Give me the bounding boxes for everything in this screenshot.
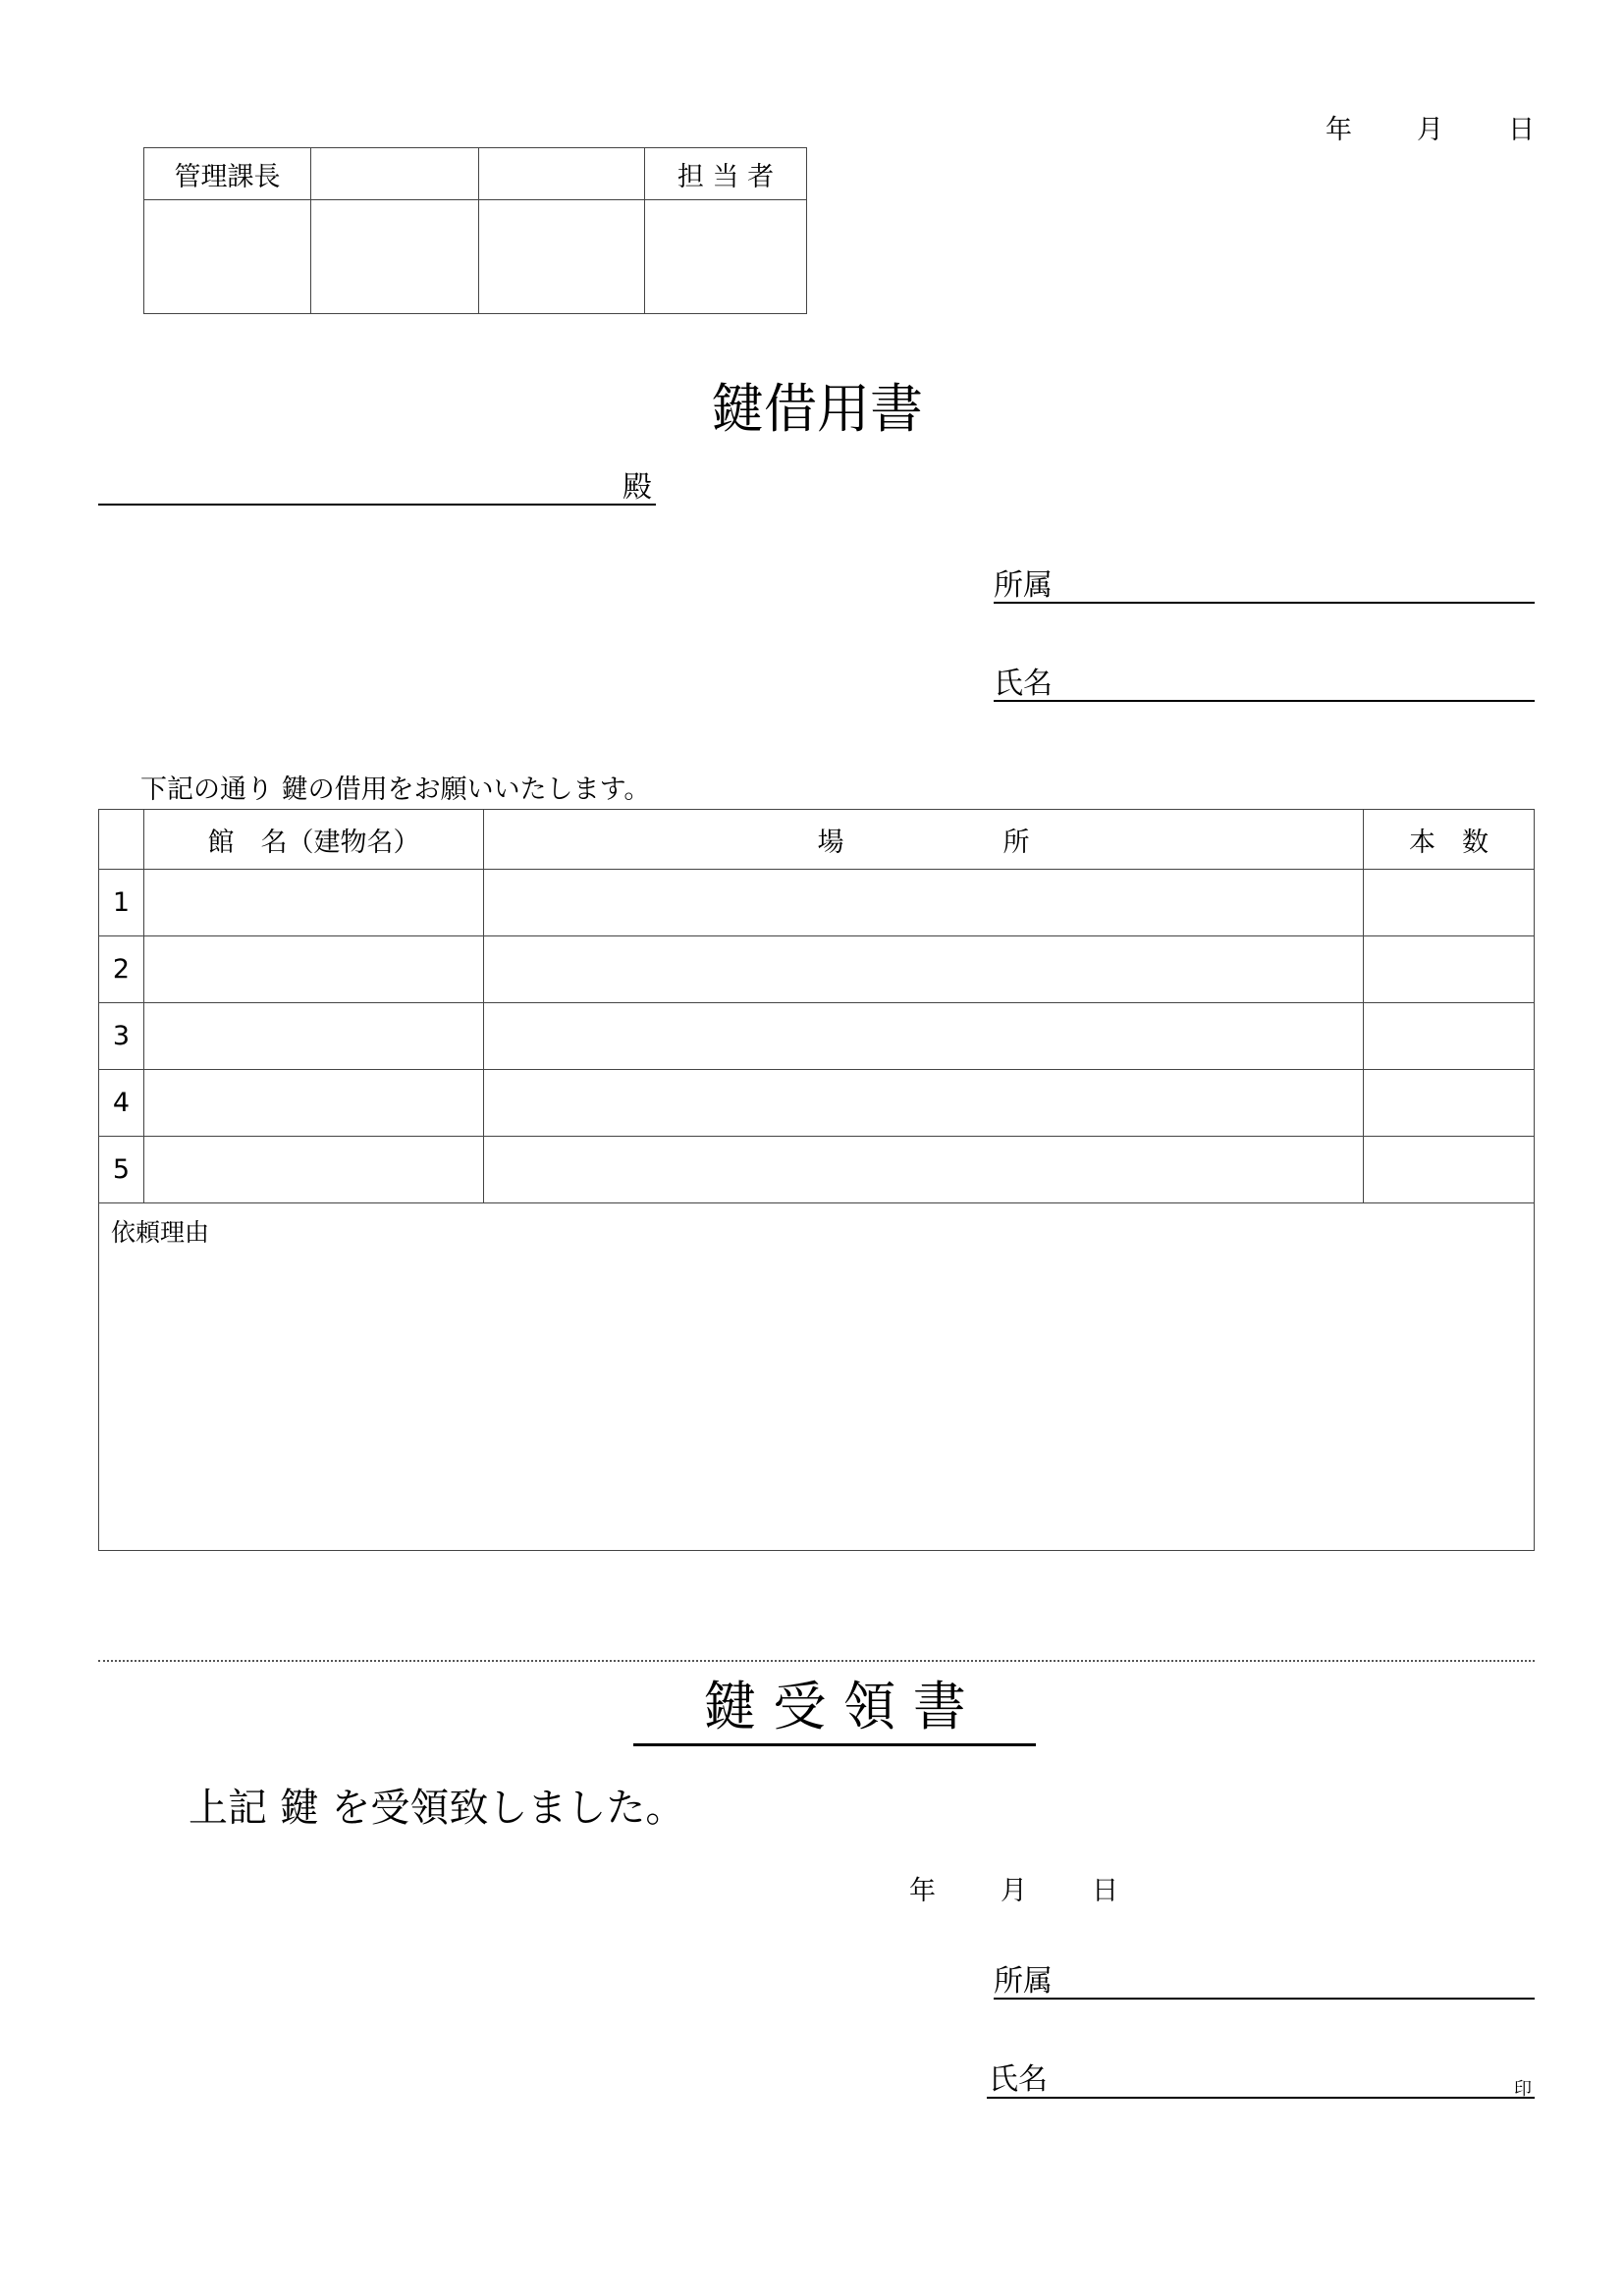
location-cell[interactable] — [484, 1137, 1364, 1203]
year-label: 年 — [1326, 115, 1352, 145]
affiliation-line[interactable] — [994, 602, 1535, 604]
receipt-affiliation-line[interactable] — [994, 1998, 1535, 2000]
location-cell[interactable] — [484, 1070, 1364, 1137]
month-label: 月 — [1001, 1876, 1027, 1906]
building-cell[interactable] — [144, 936, 484, 1003]
day-label: 日 — [1092, 1876, 1118, 1906]
approval-header-blank — [311, 148, 479, 200]
building-cell[interactable] — [144, 1137, 484, 1203]
month-label: 月 — [1417, 115, 1443, 145]
row-number: 3 — [99, 1003, 144, 1070]
name-label: 氏名 — [994, 667, 1053, 701]
row-number: 5 — [99, 1137, 144, 1203]
building-header: 館 名（建物名） — [144, 810, 484, 870]
approval-header-staff: 担 当 者 — [645, 148, 807, 200]
location-cell[interactable] — [484, 1003, 1364, 1070]
building-cell[interactable] — [144, 870, 484, 936]
cut-line — [98, 1660, 1535, 1662]
quantity-cell[interactable] — [1364, 1137, 1535, 1203]
stamp-cell[interactable] — [479, 200, 645, 314]
row-number: 1 — [99, 870, 144, 936]
quantity-cell[interactable] — [1364, 936, 1535, 1003]
day-label: 日 — [1508, 115, 1535, 145]
number-header — [99, 810, 144, 870]
addressee-suffix: 殿 — [623, 470, 652, 505]
document-title: 鍵借用書 — [711, 378, 923, 440]
row-number: 4 — [99, 1070, 144, 1137]
row-number: 2 — [99, 936, 144, 1003]
reason-label: 依頼理由 — [111, 1218, 210, 1247]
affiliation-label: 所属 — [994, 568, 1053, 603]
building-cell[interactable] — [144, 1003, 484, 1070]
stamp-cell[interactable] — [311, 200, 479, 314]
quantity-cell[interactable] — [1364, 1003, 1535, 1070]
receipt-title: 鍵 受 領 書 — [633, 1681, 1036, 1746]
addressee-line[interactable] — [98, 504, 656, 506]
seal-label: 印 — [1514, 2079, 1532, 2100]
location-header: 場 所 — [484, 810, 1364, 870]
quantity-header: 本 数 — [1364, 810, 1535, 870]
receipt-statement: 上記 鍵 を受領致しました。 — [189, 1786, 685, 1831]
location-cell[interactable] — [484, 870, 1364, 936]
name-line[interactable] — [994, 700, 1535, 702]
stamp-cell[interactable] — [144, 200, 311, 314]
key-table — [98, 809, 1535, 1551]
approval-table — [143, 147, 807, 314]
receipt-name-line[interactable] — [987, 2097, 1535, 2099]
location-cell[interactable] — [484, 936, 1364, 1003]
receipt-affiliation-label: 所属 — [994, 1964, 1053, 1999]
receipt-name-label: 氏名 — [989, 2062, 1048, 2097]
approval-header-manager: 管理課長 — [144, 148, 311, 200]
building-cell[interactable] — [144, 1070, 484, 1137]
quantity-cell[interactable] — [1364, 870, 1535, 936]
quantity-cell[interactable] — [1364, 1070, 1535, 1137]
intro-text: 下記の通り 鍵の借用をお願いいたします。 — [140, 774, 651, 805]
reason-cell[interactable] — [99, 1203, 1535, 1551]
year-label: 年 — [909, 1876, 936, 1906]
stamp-cell[interactable] — [645, 200, 807, 314]
approval-header-blank — [479, 148, 645, 200]
